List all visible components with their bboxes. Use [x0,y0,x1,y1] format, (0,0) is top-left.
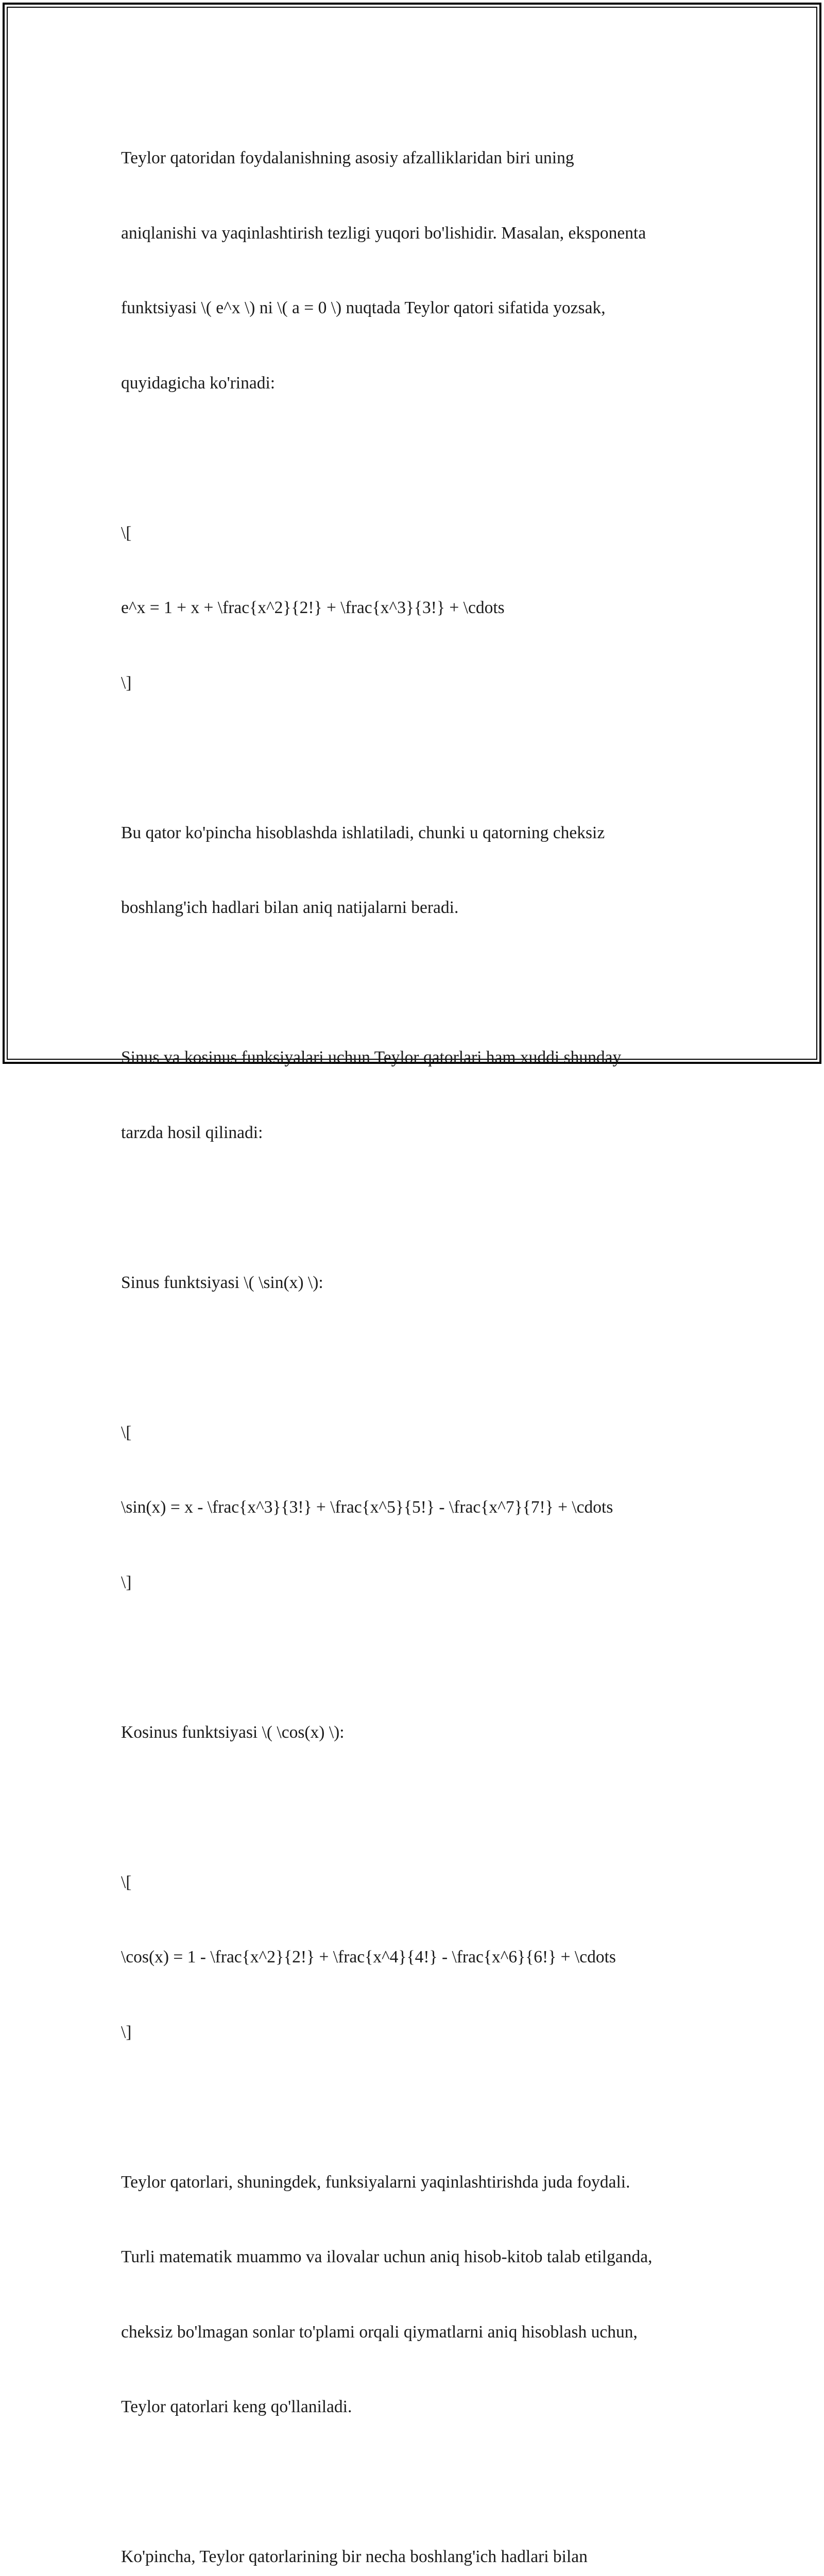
formula-open: \[ [121,1872,132,1892]
text-line: Bu qator ko'pincha hisoblashda ishlatiladi, chunki u qatorning cheksiz [121,823,605,842]
text-line: Sinus va kosinus funksiyalari uchun Teylor qatorlari ham xuddi shunday [121,1048,622,1067]
paragraph-approximation [121,2495,713,2576]
text-line: Ko'pincha, Teylor qatorlarining bir necha boshlang'ich hadlari bilan [121,2547,588,2566]
text-line: boshlang'ich hadlari bilan aniq natijalarni beradi. [121,898,459,917]
formula-line: \sin(x) = x - \frac{x^3}{3!} + \frac{x^5}{5!} - \frac{x^7}{7!} + \cdots [121,1498,613,1517]
text-line: tarzda hosil qilinadi: [121,1123,263,1142]
formula-close: \] [121,2022,132,2042]
paragraph-trig-intro [121,995,713,1195]
formula-close: \] [121,673,132,692]
text-line: cheksiz bo'lmagan sonlar to'plami orqali qiymatlarni aniq hisoblash uchun, [121,2322,638,2342]
text-line: Teylor qatoridan foydalanishning asosiy afzalliklaridan biri uning [121,148,574,167]
formula-cosine [121,1820,713,2095]
paragraph-usage [121,771,713,971]
formula-sine [121,1370,713,1646]
formula-line: \cos(x) = 1 - \frac{x^2}{2!} + \frac{x^4}{4!} - \frac{x^6}{6!} + \cdots [121,1947,616,1967]
text-line: Teylor qatorlari, shuningdek, funksiyalarni yaqinlashtirishda juda foydali. [121,2172,630,2192]
formula-close: \] [121,1572,132,1592]
paragraph-intro [121,96,713,446]
paragraph-usefulness [121,2120,713,2470]
formula-line: e^x = 1 + x + \frac{x^2}{2!} + \frac{x^3}{3!} + \cdots [121,598,505,617]
text-line: Turli matematik muammo va ilovalar uchun aniq hisob-kitob talab etilganda, [121,2247,653,2266]
text-line: Kosinus funktsiyasi \( \cos(x) \): [121,1722,345,1742]
document-body [121,96,713,2576]
formula-open: \[ [121,523,132,543]
text-line: funktsiyasi \( e^x \) ni \( a = 0 \) nuqtada Teylor qatori sifatida yozsak, [121,298,606,317]
formula-open: \[ [121,1422,132,1442]
text-line: aniqlanishi va yaqinlashtirish tezligi yuqori bo'lishidir. Masalan, eksponenta [121,223,646,243]
text-line: quyidagicha ko'rinadi: [121,373,276,393]
formula-exp [121,471,713,746]
text-line: Sinus funktsiyasi \( \sin(x) \): [121,1273,323,1292]
text-line: Teylor qatorlari keng qo'llaniladi. [121,2397,352,2416]
heading-sine [121,1221,713,1346]
heading-cosine [121,1670,713,1795]
